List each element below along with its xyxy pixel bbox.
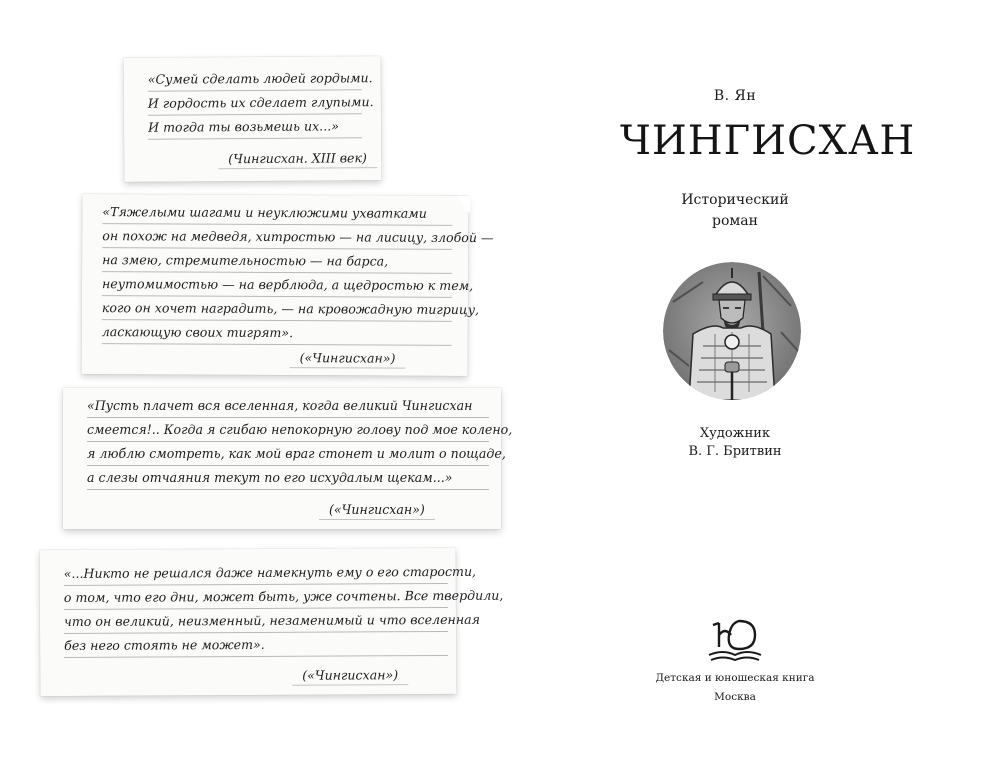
quote-line: «Пусть плачет вся вселенная, когда великий Чингисхан (87, 396, 489, 418)
quote-line: И тогда ты возьмешь их...» (148, 116, 362, 139)
artist-label: Художник (699, 426, 771, 441)
quote-source: (Чингисхан. XIII век) (228, 150, 367, 167)
quote-line: что он великий, неизменный, незаменимый и что вселенная (64, 610, 448, 634)
quote-source: («Чингисхан») (299, 350, 396, 366)
quote-line: кого он хочет наградить, — на кровожадную тигрицу, (102, 298, 452, 322)
quote-line: ласкающую своих тигрят». (102, 322, 452, 346)
publisher-city: Москва (714, 691, 756, 703)
quote-line: И гордость их сделает глупыми. (148, 92, 362, 115)
quote-line: на змею, стремительностью — на барса, (102, 250, 452, 274)
quote-line: а слезы отчаяния текут по его исхудалым щекам...» (87, 468, 489, 490)
quote-line: о том, что его дни, может быть, уже сочтены. Все твердили, (64, 586, 448, 610)
quote-card-4 (40, 548, 504, 696)
publisher-name: Детская и юношеская книга (655, 672, 815, 684)
subtitle-line-1: Исторический (681, 192, 789, 208)
quote-line: без него стоять не может». (64, 634, 448, 658)
author-name: В. Ян (713, 88, 757, 104)
quote-source: («Чингисхан») (329, 502, 425, 517)
quote-line: неутомимостью — на верблюда, а щедростью к тем, (102, 274, 452, 298)
quote-line: «Сумей сделать людей гордыми. (148, 68, 362, 91)
quote-source: («Чингисхан») (302, 667, 399, 683)
subtitle-line-2: роман (712, 213, 758, 229)
artist-name: В. Г. Бритвин (688, 444, 782, 459)
book-title: ЧИНГИСХАН (620, 118, 916, 164)
publisher-logo-icon (705, 617, 765, 665)
quote-card-1 (124, 56, 382, 182)
quote-card-3 (63, 388, 513, 529)
quote-line: «...Никто не решался даже намекнуть ему о его старости, (64, 562, 448, 586)
quote-line: «Тяжелыми шагами и неуклюжими ухватками (102, 202, 452, 226)
quote-line: я люблю смотреть, как мой враг стонет и молит о пощаде, (87, 444, 489, 466)
warrior-medallion-illustration (663, 262, 801, 400)
quote-line: он похож на медведя, хитростью — на лисицу, злобой — (102, 226, 452, 250)
quote-card-2 (82, 194, 494, 376)
quote-line: смеется!.. Когда я сгибаю непокорную голову под мое колено, (87, 420, 489, 442)
